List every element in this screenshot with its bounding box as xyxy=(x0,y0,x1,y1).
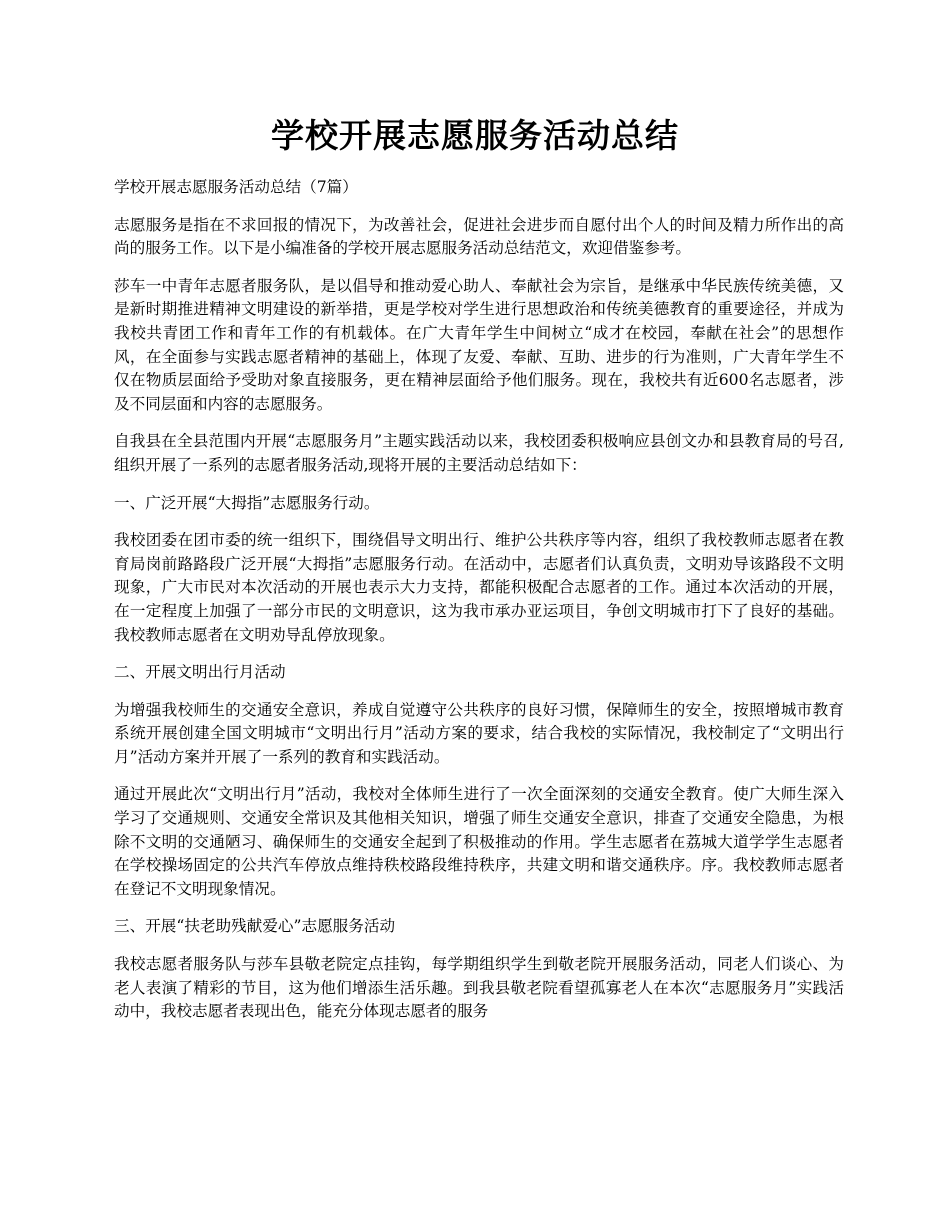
section-heading: 二、开展文明出行月活动 xyxy=(114,663,286,682)
body-paragraph: 为增强我校师生的交通安全意识，养成自觉遵守公共秩序的良好习惯，保障师生的安全，按照增城市教育系统开展创建全国文明城市“文明出行月”活动方案的要求，结合我校的实际情况，我校制定了“文明出行月”活动方案并开展了一系列的教育和实践活动。 xyxy=(114,700,844,766)
body-paragraph: 我校志愿者服务队与莎车县敬老院定点挂钩，每学期组织学生到敬老院开展服务活动，同老人们谈心、为老人表演了精彩的节目，这为他们增添生活乐趣。到我县敬老院看望孤寡老人在本次“志愿服务月”实践活动中，我校志愿者表现出色，能充分体现志愿者的服务 xyxy=(114,955,844,1021)
intro-paragraph: 志愿服务是指在不求回报的情况下，为改善社会，促进社会进步而自愿付出个人的时间及精力所作出的高尚的服务工作。以下是小编准备的学校开展志愿服务活动总结范文，欢迎借鉴参考。 xyxy=(114,215,844,258)
section-heading: 三、开展“扶老助残献爱心”志愿服务活动 xyxy=(114,917,396,936)
body-paragraph: 莎车一中青年志愿者服务队，是以倡导和推动爱心助人、奉献社会为宗旨，是继承中华民族传统美德，又是新时期推进精神文明建设的新举措，更是学校对学生进行思想政治和传统美德教育的重要途径，并成为我校共青团工作和青年工作的有机载体。在广大青年学生中间树立“成才在校园，奉献在社会”的思想作风，在全面参与实践志愿者精神的基础上，体现了友爱、奉献、互助、进步的行为准则，广大青年学生不仅在物质层面给予受助对象直接服务，更在精神层面给予他们服务。现在，我校共有近600名志愿者，涉及不同层面和内容的志愿服务。 xyxy=(114,276,844,413)
body-paragraph: 我校团委在团市委的统一组织下，围绕倡导文明出行、维护公共秩序等内容，组织了我校教师志愿者在教育局岗前路路段广泛开展“大拇指”志愿服务行动。在活动中，志愿者们认真负责，文明劝导该路段不文明现象，广大市民对本次活动的开展也表示大力支持，都能积极配合志愿者的工作。通过本次活动的开展，在一定程度上加强了一部分市民的文明意识，这为我市承办亚运项目，争创文明城市打下了良好的基础。我校教师志愿者在文明劝导乱停放现象。 xyxy=(114,531,844,644)
document-body xyxy=(114,176,844,1038)
subtitle-paragraph: 学校开展志愿服务活动总结（7篇） xyxy=(114,178,358,196)
document-title: 学校开展志愿服务活动总结 xyxy=(271,116,679,155)
section-heading: 一、广泛开展“大拇指”志愿服务行动。 xyxy=(114,493,380,512)
body-paragraph: 通过开展此次“文明出行月”活动，我校对全体师生进行了一次全面深刻的交通安全教育。使广大师生深入学习了交通规则、交通安全常识及其他相关知识，增强了师生交通安全意识，排查了交通安全隐患，为根除不文明的交通陋习、确保师生的交通安全起到了积极推动的作用。学生志愿者在荔城大道学学生志愿者在学校操场固定的公共汽车停放点维持秩校路段维持秩序，共建文明和谐交通秩序。序。我校教师志愿者在登记不文明现象情况。 xyxy=(114,785,844,898)
body-paragraph: 自我县在全县范围内开展“志愿服务月”主题实践活动以来，我校团委积极响应县创文办和县教育局的号召,组织开展了一系列的志愿者服务活动,现将开展的主要活动总结如下： xyxy=(114,432,844,474)
